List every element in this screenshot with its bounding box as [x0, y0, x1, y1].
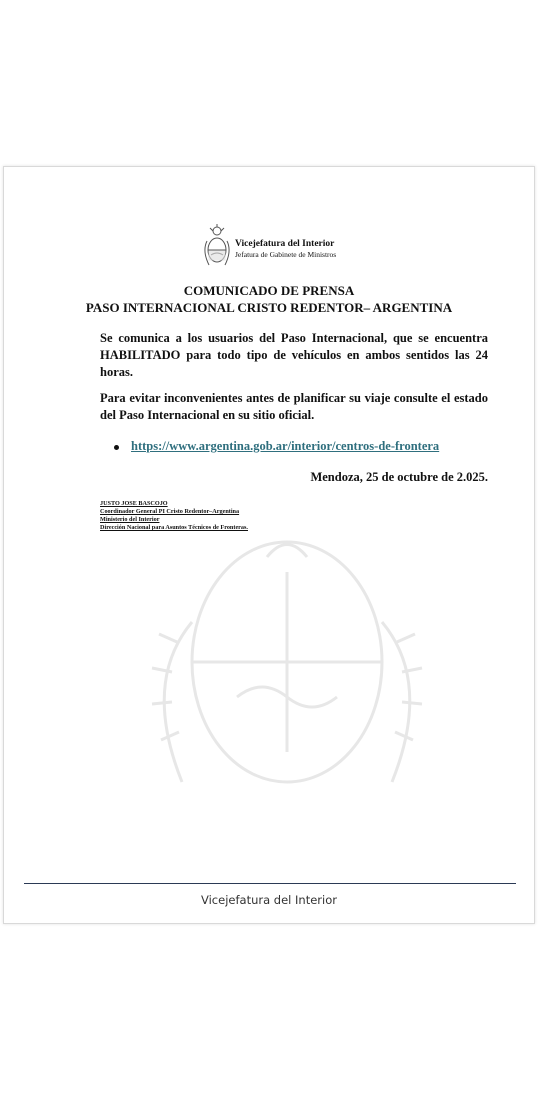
title-line-2: PASO INTERNACIONAL CRISTO REDENTOR– ARGENTINA — [85, 300, 453, 315]
signer-name: JUSTO JOSE BASCOJO — [100, 500, 168, 507]
official-site-link[interactable]: https://www.argentina.gob.ar/interior/centros-de-frontera — [131, 439, 440, 453]
signer-ministry: Ministerio del Interior — [100, 516, 160, 523]
signature-block — [100, 500, 248, 532]
footer-text: Vicejefatura del Interior — [201, 893, 337, 907]
institution-header — [202, 223, 402, 273]
document-date: Mendoza, 25 de octubre de 2.025. — [310, 470, 488, 484]
bullet-icon — [114, 445, 119, 450]
document-page — [3, 166, 535, 924]
institution-title: Vicejefatura del Interior — [235, 239, 335, 249]
signer-direction: Dirección Nacional para Asuntos Técnicos de Fronteras. — [100, 524, 248, 531]
institution-subtitle: Jefatura de Gabinete de Ministros — [235, 250, 337, 259]
argentina-coat-of-arms-icon — [202, 223, 232, 271]
status-emphasis: HABILITADO — [100, 348, 181, 362]
title-line-1: COMUNICADO DE PRENSA — [183, 283, 355, 298]
press-release-title — [4, 282, 534, 316]
paragraph-advice: Para evitar inconvenientes antes de planificar su viaje consulte el estado del Paso Internacional en su sitio oficial. — [100, 391, 488, 422]
link-list-item — [114, 439, 439, 454]
footer-divider — [24, 883, 516, 884]
signer-role: Coordinador General PI Cristo Redentor–Argentina — [100, 508, 240, 515]
coat-of-arms-watermark-icon — [117, 512, 457, 812]
paragraph-status-start: Se comunica a los usuarios del Paso Internacional, que se encuentra — [100, 331, 488, 345]
paragraph-status-end: para todo tipo de vehículos en ambos sentidos las 24 horas. — [100, 348, 488, 379]
paragraph-status — [100, 330, 488, 381]
